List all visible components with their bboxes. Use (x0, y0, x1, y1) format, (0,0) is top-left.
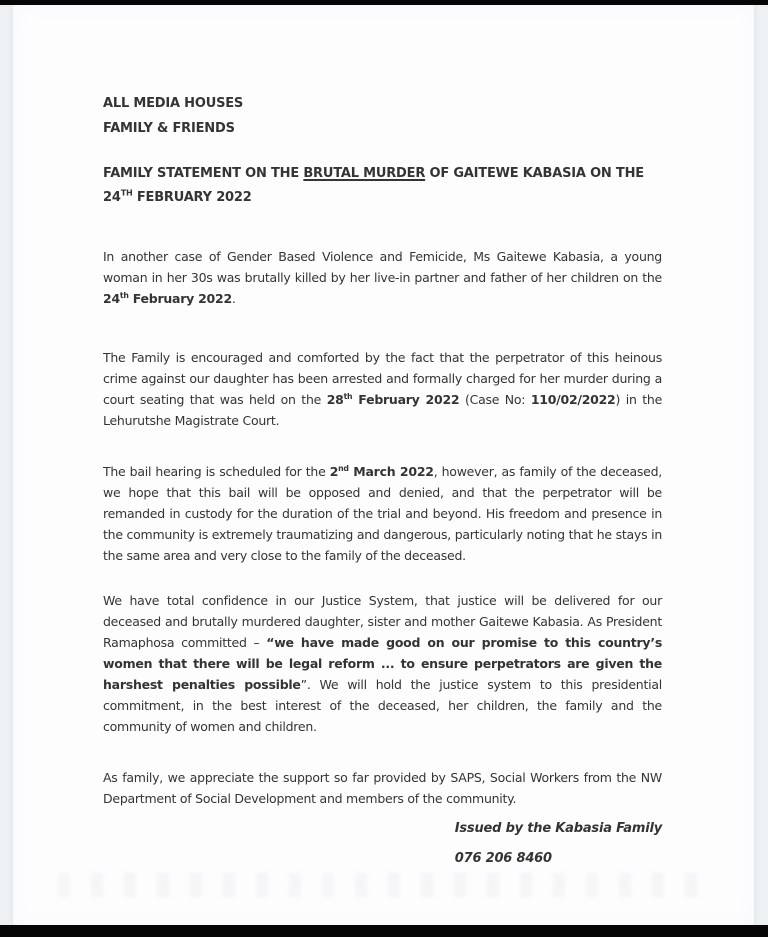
letterbox-top (0, 0, 768, 5)
text-segment: The bail hearing is scheduled for the (103, 464, 330, 479)
text-segment: , however, as family of the deceased, we hope that this bail will be opposed and denied, and that the perpetrator will be remanded in custody for the duration of the trial and beyond. His freedom and presence in the community is extremely traumatizing and dangerous, particularly noting that he stays in the same area and very close to the family of the deceased. (103, 464, 662, 563)
signature-block (455, 819, 662, 869)
contact-phone: 076 206 8460 (454, 851, 552, 866)
statement-title (103, 162, 662, 210)
text-segment: In another case of Gender Based Violence and Femicide, Ms Gaitewe Kabasia, a young woman in her 30s was brutally killed by her live-in partner and father of her children on the (103, 249, 662, 285)
text-segment: “we have made good on our promise to this country’s women that there will be legal reform ... to ensure perpetrators are given the harshest penalties possible (103, 635, 663, 692)
document-page (13, 5, 754, 925)
text-segment: ”. We will hold the justice system to this presidential commitment, in the best interest of the deceased, her children, the family and the community of women and children. (103, 677, 662, 734)
text-segment: TH (120, 188, 133, 198)
text-segment: February 2022 (352, 392, 460, 407)
document-content (13, 5, 754, 925)
text-segment: We have total confidence in our Justice System, that justice will be delivered for our deceased and brutally murdered daughter, sister and mother Gaitewe Kabasia. As President Ramaphosa committed – (103, 593, 662, 650)
text-segment: (Case No: (459, 392, 531, 407)
recipient-line-media: ALL MEDIA HOUSES (103, 96, 244, 111)
text-segment: . (231, 291, 236, 306)
letterbox-bottom (0, 925, 768, 937)
text-segment: As family, we appreciate the support so far provided by SAPS, Social Workers from the NW Department of Social Development and members of the community. (103, 770, 662, 806)
body-paragraph-5 (103, 767, 662, 809)
text-segment: nd (338, 463, 349, 473)
text-segment: 110/02/2022 (530, 392, 616, 407)
text-segment: March 2022 (348, 464, 434, 479)
recipient-lines (103, 91, 662, 141)
text-segment: th (119, 290, 129, 300)
text-segment: th (343, 391, 353, 401)
text-segment: ) in the Lehurutshe Magistrate Court. (103, 392, 663, 428)
body-paragraph-3 (103, 461, 662, 566)
text-segment: February 2022 (128, 291, 232, 306)
body-paragraph-4 (103, 590, 662, 737)
text-segment: FAMILY STATEMENT ON THE (103, 166, 304, 181)
body-paragraph-2 (103, 347, 662, 431)
text-segment: OF GAITEWE KABASIA ON THE 24 (103, 166, 644, 205)
text-segment: 24 (103, 291, 120, 306)
text-segment: The Family is encouraged and comforted by the fact that the perpetrator of this heinous crime against our daughter has been arrested and formally charged for her murder during a court seating that was held on the (103, 350, 662, 407)
body-paragraph-1 (103, 246, 662, 309)
text-segment: 2 (329, 464, 339, 479)
issued-by-line: Issued by the Kabasia Family (454, 821, 662, 836)
text-segment: FEBRUARY 2022 (132, 190, 252, 205)
text-segment: BRUTAL MURDER (303, 166, 426, 181)
recipient-line-family: FAMILY & FRIENDS (103, 121, 235, 136)
text-segment: 28 (326, 392, 344, 407)
